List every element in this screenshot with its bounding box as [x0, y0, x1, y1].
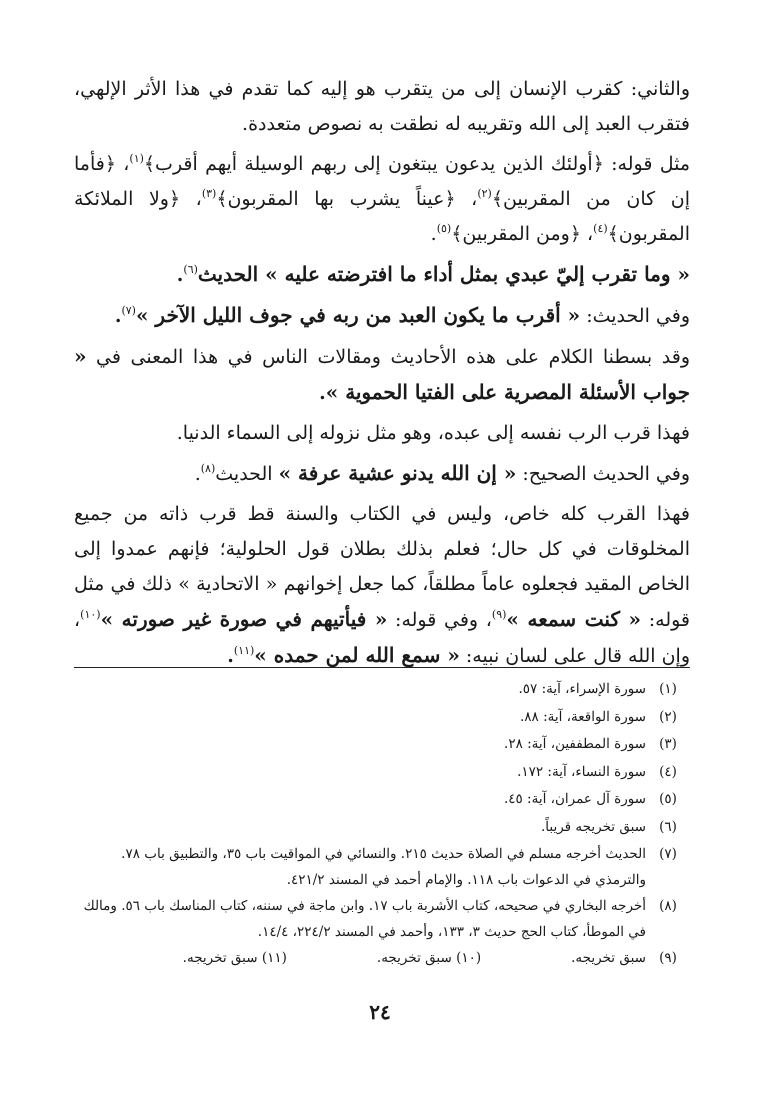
quran-quote-4: ، ﴿ولا الملائكة المقربون﴾ [74, 188, 690, 245]
footnote-text: سورة المطففين، آية: ٢٨. [504, 736, 646, 752]
paragraph-4-end: . [114, 305, 122, 327]
footnote-text: سبق تخريجه قريباً. [541, 818, 646, 835]
paragraph-5 [74, 339, 690, 411]
footnote-1 [74, 676, 690, 704]
footnote-number: (٢) [659, 708, 677, 725]
footnote-3 [74, 731, 690, 759]
paragraph-2-end: . [430, 223, 437, 245]
paragraph-8-end: . [227, 645, 234, 667]
quran-quote-5: ، ﴿ومن المقربين﴾ [451, 223, 594, 245]
footnote-number: (٩) [659, 950, 677, 966]
footnote-7 [74, 841, 690, 893]
paragraph-6 [74, 416, 690, 451]
paragraph-1 [74, 72, 690, 142]
paragraph-8-lead: فهذا القرب كله خاص، وليس في الكتاب والسنة قط قرب ذاته من جميع المخلوقات في كل حال؛ فعلم بذلك بطلان قول الحلولية؛ فإنهم عمدوا إلى الخاص المقيد فجعلوه عاماً مطلقاً، كما جعل إخوانهم « الاتحادية » ذلك في مثل قوله: [74, 503, 691, 631]
footnote-text: سورة آل عمران، آية: ٤٥. [503, 791, 646, 807]
footnote-number: (٤) [659, 763, 677, 780]
paragraph-6-text: فهذا قرب الرب نفسه إلى عبده، وهو مثل نزوله إلى السماء الدنيا. [176, 422, 690, 444]
paragraph-7-hadith-word: الحديث [215, 463, 279, 485]
footnotes [74, 676, 690, 973]
footnote-ref-3: (٣) [201, 187, 217, 200]
paragraph-8-mid-1: ، وفي قوله: [387, 609, 492, 631]
footnote-ref-6: (٦) [183, 263, 198, 276]
footnote-ref-9: (٩) [491, 608, 507, 621]
hadith-quote-5: « فيأتيهم في صورة غير صورته » [100, 607, 388, 631]
footnote-ref-4: (٤) [593, 222, 608, 235]
footnote-text: سبق تخريجه. [376, 950, 452, 966]
paragraph-1-text: والثاني: كقرب الإنسان إلى من يتقرب هو إليه كما تقدم في هذا الأثر الإلهي، فتقرب العبد إلى الله وتقريبه له نطقت به نصوص متعددة. [74, 78, 690, 135]
paragraph-3 [74, 257, 690, 293]
paragraph-5-lead: وقد بسطنا الكلام على هذه الأحاديث ومقالات الناس في هذا المعنى في [86, 346, 690, 368]
footnote-text: أخرجه البخاري في صحيحه، كتاب الأشربة باب ١٧. وابن ماجة في سننه، كتاب المناسك باب ٥٦. ومالك في الموطأ، كتاب الحج حديث ٣، ١٣٣، وأحمد في المسند ٢٢٤/٢، ١٤/٤. [83, 898, 646, 940]
quran-quote-3: ، ﴿عيناً يشرب بها المقربون﴾ [216, 188, 478, 210]
footnote-row-9-11 [74, 945, 690, 973]
paragraph-4-lead: وفي الحديث: [580, 305, 690, 327]
footnote-number: (١٠) [456, 950, 482, 966]
hadith-quote-3: « إن الله يدنو عشية عرفة » [278, 461, 517, 485]
footnote-divider [74, 667, 690, 668]
paragraph-8 [74, 497, 690, 674]
book-title: « جواب الأسئلة المصرية على الفتيا الحموية » [74, 344, 690, 404]
footnote-ref-5: (٥) [436, 222, 452, 235]
paragraph-7 [74, 456, 690, 492]
paragraph-2 [74, 147, 690, 252]
paragraph-5-end: . [319, 382, 326, 404]
footnote-ref-1: (١) [129, 152, 144, 165]
footnote-ref-2: (٢) [477, 187, 492, 200]
footnote-8 [74, 893, 690, 945]
footnote-text: سبق تخريجه. [571, 950, 646, 966]
footnote-text: الحديث أخرجه مسلم في الصلاة حديث ٢١٥. والنسائي في المواقيت باب ٣٥، والتطبيق باب ٧٨. والترمذي في الدعوات باب ١١٨. والإمام أحمد في المسند ٤٢١/٢. [121, 846, 646, 888]
footnote-2 [74, 704, 690, 732]
paragraph-3-end: . [176, 264, 184, 286]
footnote-text: سورة الواقعة، آية: ٨٨. [519, 708, 646, 725]
footnote-10 [377, 945, 481, 973]
page-number: ٢٤ [369, 1000, 391, 1024]
paragraph-7-end: . [194, 463, 201, 485]
footnote-5 [74, 786, 690, 814]
footnote-text: سبق تخريجه. [182, 950, 258, 966]
paragraph-8-mid-2: ، وإن الله قال على لسان نبيه: [74, 609, 690, 667]
footnote-4 [74, 759, 690, 787]
footnote-number: (١) [659, 681, 677, 697]
footnote-ref-10: (١٠) [80, 608, 101, 621]
main-text [74, 72, 690, 674]
footnote-11 [183, 945, 287, 973]
footnote-number: (٥) [659, 791, 677, 807]
footnote-number: (١١) [261, 950, 287, 966]
footnote-number: (٨) [659, 898, 677, 914]
footnote-number: (٦) [659, 818, 677, 835]
footnote-ref-11: (١١) [233, 644, 255, 657]
footnote-text: سورة النساء، آية: ١٧٢. [517, 763, 646, 780]
footnote-ref-7: (٧) [121, 304, 136, 317]
footnote-text: سورة الإسراء، آية: ٥٧. [518, 681, 646, 697]
hadith-quote-1: « وما تقرب إليّ عبدي بمثل أداء ما افترضته عليه » الحديث [197, 262, 690, 286]
hadith-quote-4: « كنت سمعه » [506, 607, 642, 631]
footnote-6 [74, 814, 690, 842]
hadith-quote-2: « أقرب ما يكون العبد من ربه في جوف الليل الآخر » [135, 303, 581, 327]
paragraph-7-lead: وفي الحديث الصحيح: [516, 463, 690, 485]
quran-quote-1: مثل قوله: ﴿أولئك الذين يدعون يبتغون إلى ربهم الوسيلة أيهم أقرب﴾ [143, 153, 690, 175]
paragraph-4 [74, 298, 690, 334]
footnote-number: (٣) [659, 736, 677, 752]
footnote-ref-8: (٨) [200, 462, 216, 475]
footnote-number: (٧) [659, 846, 677, 862]
quran-quote-2: ، ﴿فأما إن كان من المقربين﴾ [74, 153, 691, 210]
hadith-quote-6: « سمع الله لمن حمده » [254, 643, 460, 667]
